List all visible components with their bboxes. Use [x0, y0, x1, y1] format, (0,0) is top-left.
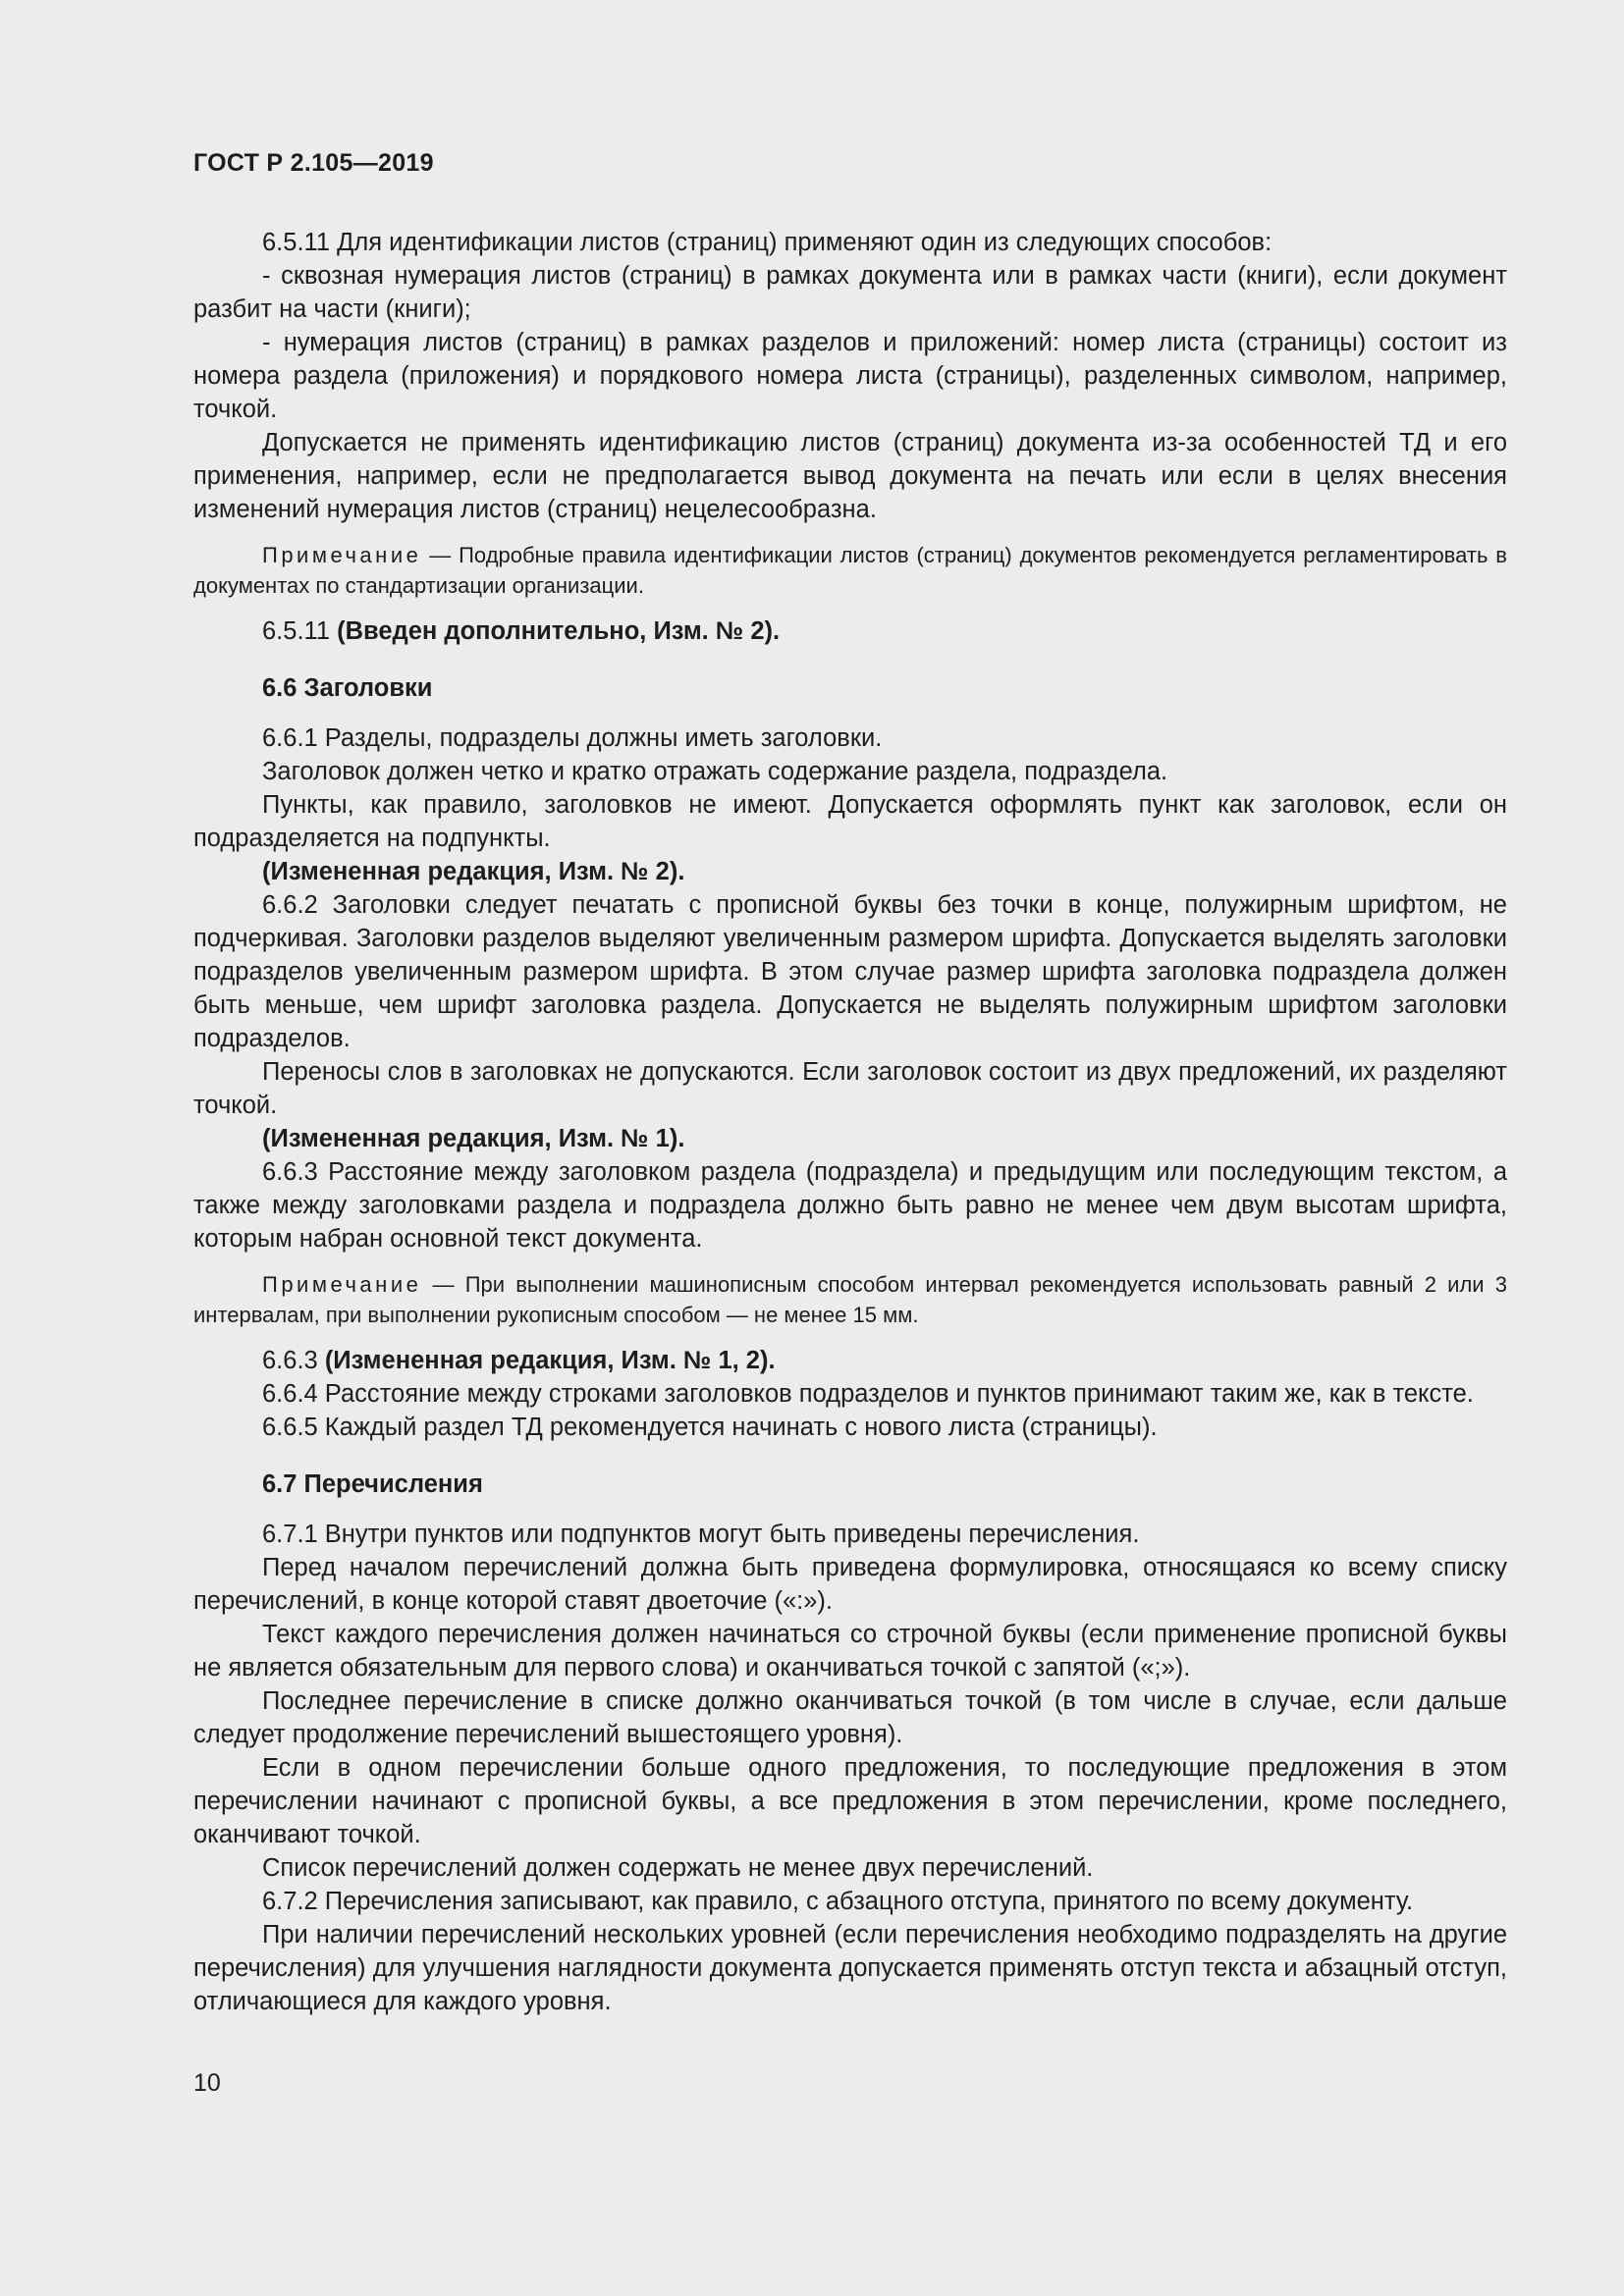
note-label: Примечание — [262, 1272, 422, 1297]
section-heading-6-6: 6.6 Заголовки — [262, 674, 433, 702]
clause-number: 6.5.11 — [262, 617, 338, 645]
list-item: - нумерация листов (страниц) в рамках разделов и приложений: номер листа (страницы) состоит из номера раздела (приложения) и порядкового номера листа (страницы), разделенных символом, например, точкой. — [193, 329, 1507, 423]
section-heading-6-7: 6.7 Перечисления — [262, 1470, 483, 1498]
paragraph: Текст каждого перечисления должен начинаться со строчной буквы (если применение прописной буквы не является обязательным для первого слова) и оканчиваться точкой с запятой («;»). — [193, 1621, 1507, 1682]
document-header: ГОСТ Р 2.105—2019 — [193, 149, 434, 177]
paragraph: Перед началом перечислений должна быть приведена формулировка, относящаяся ко всему списку перечислений, в конце которой ставят двоеточие («:»). — [193, 1554, 1507, 1615]
paragraph: Переносы слов в заголовках не допускаются. Если заголовок состоит из двух предложений, их разделяют точкой. — [193, 1058, 1507, 1119]
paragraph: Допускается не применять идентификацию листов (страниц) документа из-за особенностей ТД и его применения, например, если не предполагается вывод документа на печать или если в целях внесения изменений нумерация листов (страниц) нецелесообразна. — [193, 429, 1507, 523]
paragraph-6-6-3: 6.6.3 Расстояние между заголовком раздела (подраздела) и предыдущим или последующим текстом, а также между заголовками раздела и подраздела должно быть равно не менее чем двум высотам шрифта, которым набран основной текст документа. — [193, 1158, 1507, 1253]
amendment-mark: (Введен дополнительно, Изм. № 2). — [337, 617, 781, 645]
paragraph-6-5-11-amendment — [193, 614, 1507, 648]
paragraph-6-6-5: 6.6.5 Каждый раздел ТД рекомендуется начинать с нового листа (страницы). — [262, 1414, 1158, 1441]
paragraph: Пункты, как правило, заголовков не имеют. Допускается оформлять пункт как заголовок, если он подразделяется на подпункты. — [193, 791, 1507, 852]
note-text: — Подробные правила идентификации листов (страниц) документов рекомендуется регламентировать в документах по стандартизации организации. — [193, 543, 1507, 598]
paragraph: Заголовок должен четко и кратко отражать содержание раздела, подраздела. — [262, 758, 1168, 785]
note-1 — [193, 540, 1507, 601]
note-text: — При выполнении машинописным способом интервал рекомендуется использовать равный 2 или 3 интервалам, при выполнении рукописным способом — не менее 15 мм. — [193, 1272, 1507, 1327]
paragraph-6-6-2: 6.6.2 Заголовки следует печатать с прописной буквы без точки в конце, полужирным шрифтом, не подчеркивая. Заголовки разделов выделяют увеличенным размером шрифта. Допускается выделять заголовки подразделов увеличенным размером шрифта. В этом случае размер шрифта заголовка подраздела должен быть меньше, чем шрифт заголовка раздела. Допускается не выделять полужирным шрифтом заголовки подразделов. — [193, 891, 1507, 1052]
list-item: - сквозная нумерация листов (страниц) в рамках документа или в рамках части (книги), если документ разбит на части (книги); — [193, 262, 1507, 323]
paragraph-6-5-11: 6.5.11 Для идентификации листов (страниц) применяют один из следующих способов: — [262, 229, 1272, 256]
paragraph-6-7-2: 6.7.2 Перечисления записывают, как правило, с абзацного отступа, принятого по всему документу. — [262, 1888, 1414, 1915]
amendment-mark: (Измененная редакция, Изм. № 2). — [262, 858, 685, 885]
document-body — [193, 226, 1507, 2018]
amendment-mark: (Измененная редакция, Изм. № 1). — [262, 1125, 685, 1152]
paragraph-6-6-4: 6.6.4 Расстояние между строками заголовков подразделов и пунктов принимают таким же, как в тексте. — [262, 1380, 1474, 1408]
paragraph: Последнее перечисление в списке должно оканчиваться точкой (в том числе в случае, если дальше следует продолжение перечислений вышестоящего уровня). — [193, 1687, 1507, 1748]
page-number: 10 — [193, 2069, 221, 2097]
note-2 — [193, 1269, 1507, 1330]
paragraph-6-7-1: 6.7.1 Внутри пунктов или подпунктов могут быть приведены перечисления. — [262, 1521, 1140, 1548]
paragraph: При наличии перечислений нескольких уровней (если перечисления необходимо подразделять на другие перечисления) для улучшения наглядности документа допускается применять отступ текста и абзацный отступ, отличающиеся для каждого уровня. — [193, 1921, 1507, 2015]
paragraph: Если в одном перечислении больше одного предложения, то последующие предложения в этом перечислении начинают с прописной буквы, а все предложения в этом перечислении, кроме последнего, оканчивают точкой. — [193, 1754, 1507, 1848]
clause-number: 6.6.3 — [262, 1347, 325, 1374]
note-label: Примечание — [262, 543, 422, 567]
paragraph-6-6-1: 6.6.1 Разделы, подразделы должны иметь заголовки. — [262, 724, 883, 752]
paragraph-6-6-3-amendment — [193, 1344, 1507, 1377]
amendment-mark: (Измененная редакция, Изм. № 1, 2). — [324, 1347, 776, 1374]
paragraph: Список перечислений должен содержать не менее двух перечислений. — [262, 1854, 1094, 1882]
